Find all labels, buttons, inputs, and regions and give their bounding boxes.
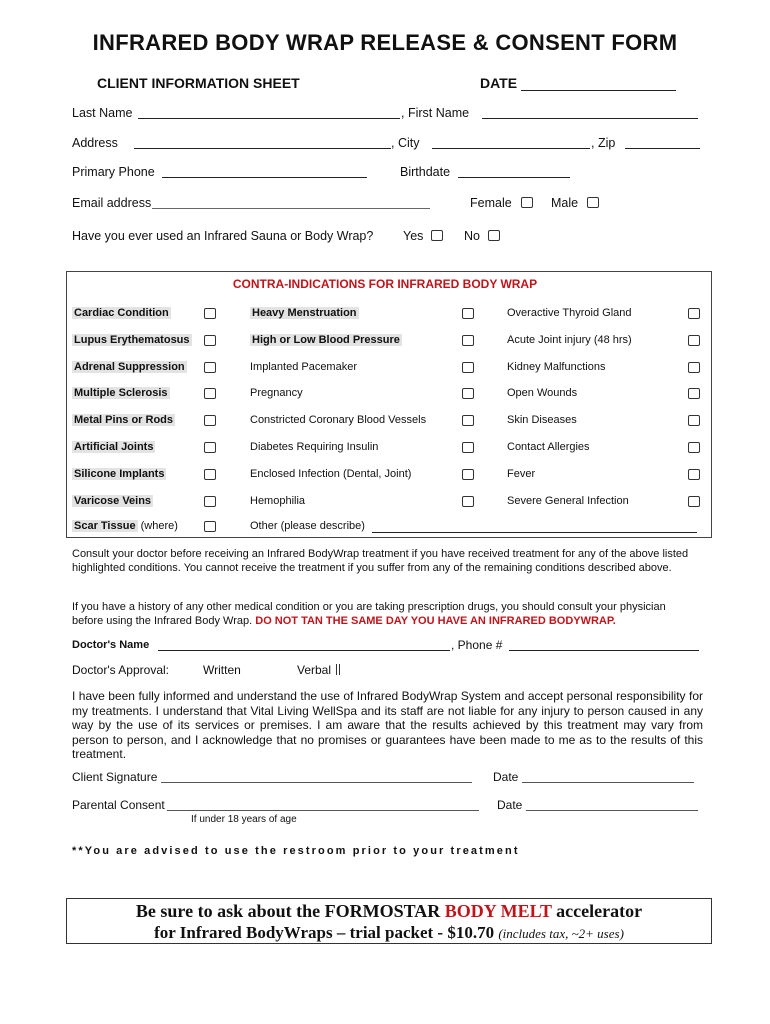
- birthdate-label: Birthdate: [400, 165, 451, 179]
- female-label: Female: [470, 196, 512, 210]
- client-signature-label: Client Signature: [72, 770, 158, 784]
- condition-label: Open Wounds: [507, 387, 578, 399]
- condition-label: Silicone Implants: [74, 468, 165, 480]
- condition-checkbox[interactable]: [204, 308, 216, 319]
- parental-date-field[interactable]: [526, 810, 698, 811]
- verbal-label: Verbal: [297, 663, 332, 677]
- condition-checkbox[interactable]: [204, 362, 216, 373]
- client-date-label: Date: [493, 770, 519, 784]
- condition-label: Diabetes Requiring Insulin: [250, 441, 379, 453]
- doctor-approval-label: Doctor's Approval:: [72, 663, 170, 677]
- history-paragraph: If you have a history of any other medical condition or you are taking prescription drugs, you should consult your physician before using the Infrared Body Wrap. DO NOT TAN THE SAME DAY YOU HAVE AN INFRARED BODYWRAP.: [72, 601, 666, 627]
- condition-checkbox[interactable]: [204, 415, 216, 426]
- condition-checkbox[interactable]: [462, 469, 474, 480]
- written-label: Written: [203, 663, 241, 677]
- client-date-field[interactable]: [522, 782, 694, 783]
- doctor-name-label: Doctor's Name: [72, 639, 150, 651]
- address-field[interactable]: [134, 148, 391, 149]
- condition-checkbox[interactable]: [204, 442, 216, 453]
- doctor-phone-field[interactable]: [509, 650, 699, 651]
- condition-checkbox[interactable]: [462, 442, 474, 453]
- male-checkbox[interactable]: [587, 197, 599, 208]
- condition-checkbox[interactable]: [688, 308, 700, 319]
- parental-date-label: Date: [497, 798, 523, 812]
- first-name-field[interactable]: [482, 118, 698, 119]
- release-paragraph: I have been fully informed and understand the use of Infrared BodyWrap System and accept personal responsibility for my treatments. I understand that Vital Living WellSpa and its staff are not liable for any injury to person caused in any way by the use of its services or premises. I am aware that the results achieved by this treatment may vary from person to person, and I acknowledge that no promises or guarantees have been made to me as to the results of this treatment.: [72, 689, 703, 761]
- condition-label: Overactive Thyroid Gland: [507, 307, 632, 319]
- date-input[interactable]: [521, 90, 676, 91]
- promo-line1-b: accelerator: [551, 901, 643, 921]
- city-field[interactable]: [432, 148, 590, 149]
- condition-label: Artificial Joints: [74, 441, 154, 453]
- condition-label: Severe General Infection: [507, 495, 629, 507]
- condition-checkbox[interactable]: [204, 469, 216, 480]
- condition-label: Adrenal Suppression: [74, 361, 185, 373]
- parental-consent-label: Parental Consent: [72, 798, 165, 812]
- condition-label: Other (please describe): [250, 520, 365, 532]
- condition-label: Pregnancy: [250, 387, 303, 399]
- first-name-label: First Name: [407, 106, 470, 120]
- promo-line1-a: Be sure to ask about the FORMOSTAR: [135, 901, 445, 921]
- no-label: No: [464, 229, 480, 243]
- primary-phone-field[interactable]: [162, 177, 367, 178]
- condition-checkbox[interactable]: [462, 362, 474, 373]
- condition-label: Fever: [507, 468, 536, 480]
- zip-field[interactable]: [625, 148, 700, 149]
- condition-label: Cardiac Condition: [74, 307, 169, 319]
- promo-box: [66, 898, 712, 944]
- condition-checkbox[interactable]: [688, 362, 700, 373]
- verbal-checkbox[interactable]: [336, 664, 340, 675]
- condition-checkbox[interactable]: [462, 415, 474, 426]
- used-before-question: Have you ever used an Infrared Sauna or Body Wrap?: [72, 229, 374, 243]
- condition-label: Lupus Erythematosus: [74, 334, 190, 346]
- restroom-advice: **You are advised to use the restroom prior to your treatment: [72, 845, 520, 857]
- condition-label: High or Low Blood Pressure: [252, 334, 400, 346]
- condition-label: Kidney Malfunctions: [507, 361, 606, 373]
- condition-checkbox[interactable]: [688, 335, 700, 346]
- condition-checkbox[interactable]: [204, 335, 216, 346]
- condition-label: Hemophilia: [250, 495, 306, 507]
- parental-consent-field[interactable]: [167, 810, 479, 811]
- phone-label: Phone #: [457, 638, 503, 652]
- yes-label: Yes: [403, 229, 424, 243]
- condition-label: Multiple Sclerosis: [74, 387, 168, 399]
- condition-label: Implanted Pacemaker: [250, 361, 357, 373]
- consult-paragraph: Consult your doctor before receiving an Infrared BodyWrap treatment if you have received treatment for any of the above listed highlighted conditions. You cannot receive the treatment if you suffer from any of the remaining conditions described above.: [72, 548, 689, 574]
- condition-label: Constricted Coronary Blood Vessels: [250, 414, 427, 426]
- city-label: City: [397, 136, 420, 150]
- birthdate-field[interactable]: [458, 177, 570, 178]
- condition-checkbox[interactable]: [462, 496, 474, 507]
- other-describe-field[interactable]: [372, 532, 697, 533]
- condition-label: Enclosed Infection (Dental, Joint): [250, 468, 412, 480]
- no-tan-warning: DO NOT TAN THE SAME DAY YOU HAVE AN INFRARED BODYWRAP.: [255, 614, 616, 627]
- email-field[interactable]: [152, 208, 430, 209]
- female-checkbox[interactable]: [521, 197, 533, 208]
- no-checkbox[interactable]: [488, 230, 500, 241]
- primary-phone-label: Primary Phone: [72, 165, 155, 179]
- condition-label: Varicose Veins: [74, 495, 152, 507]
- promo-includes-note: (includes tax, ~2+ uses): [498, 926, 624, 941]
- zip-label: Zip: [597, 136, 616, 150]
- under-18-note: If under 18 years of age: [191, 814, 297, 825]
- client-info-heading: CLIENT INFORMATION SHEET: [97, 75, 300, 91]
- condition-label: Acute Joint injury (48 hrs): [507, 334, 632, 346]
- condition-label: Metal Pins or Rods: [74, 414, 174, 426]
- condition-label: Skin Diseases: [507, 414, 577, 426]
- condition-label: Contact Allergies: [507, 441, 590, 453]
- condition-checkbox[interactable]: [204, 388, 216, 399]
- last-name-field[interactable]: [138, 118, 400, 119]
- condition-checkbox[interactable]: [204, 496, 216, 507]
- condition-label: Heavy Menstruation: [252, 307, 357, 319]
- condition-checkbox[interactable]: [688, 415, 700, 426]
- condition-checkbox[interactable]: [688, 496, 700, 507]
- male-label: Male: [551, 196, 579, 210]
- condition-checkbox[interactable]: [688, 469, 700, 480]
- address-label: Address: [72, 136, 118, 150]
- condition-checkbox[interactable]: [688, 388, 700, 399]
- condition-checkbox[interactable]: [204, 521, 216, 532]
- contra-indications-title: CONTRA-INDICATIONS FOR INFRARED BODY WRAP: [232, 277, 538, 291]
- promo-body-melt: BODY MELT: [444, 901, 552, 921]
- doctor-name-field[interactable]: [158, 650, 450, 651]
- form-title: INFRARED BODY WRAP RELEASE & CONSENT FORM: [92, 30, 678, 55]
- promo-line2: for Infrared BodyWraps – trial packet - $10.70: [154, 923, 499, 942]
- condition-checkbox[interactable]: [688, 442, 700, 453]
- yes-checkbox[interactable]: [431, 230, 443, 241]
- condition-checkbox[interactable]: [462, 308, 474, 319]
- condition-checkbox[interactable]: [462, 335, 474, 346]
- client-signature-field[interactable]: [161, 782, 472, 783]
- email-label: Email address: [72, 196, 152, 210]
- condition-checkbox[interactable]: [462, 388, 474, 399]
- last-name-label: Last Name: [72, 106, 133, 120]
- date-heading: DATE: [480, 75, 518, 91]
- condition-label: Scar Tissue (where): [74, 520, 178, 532]
